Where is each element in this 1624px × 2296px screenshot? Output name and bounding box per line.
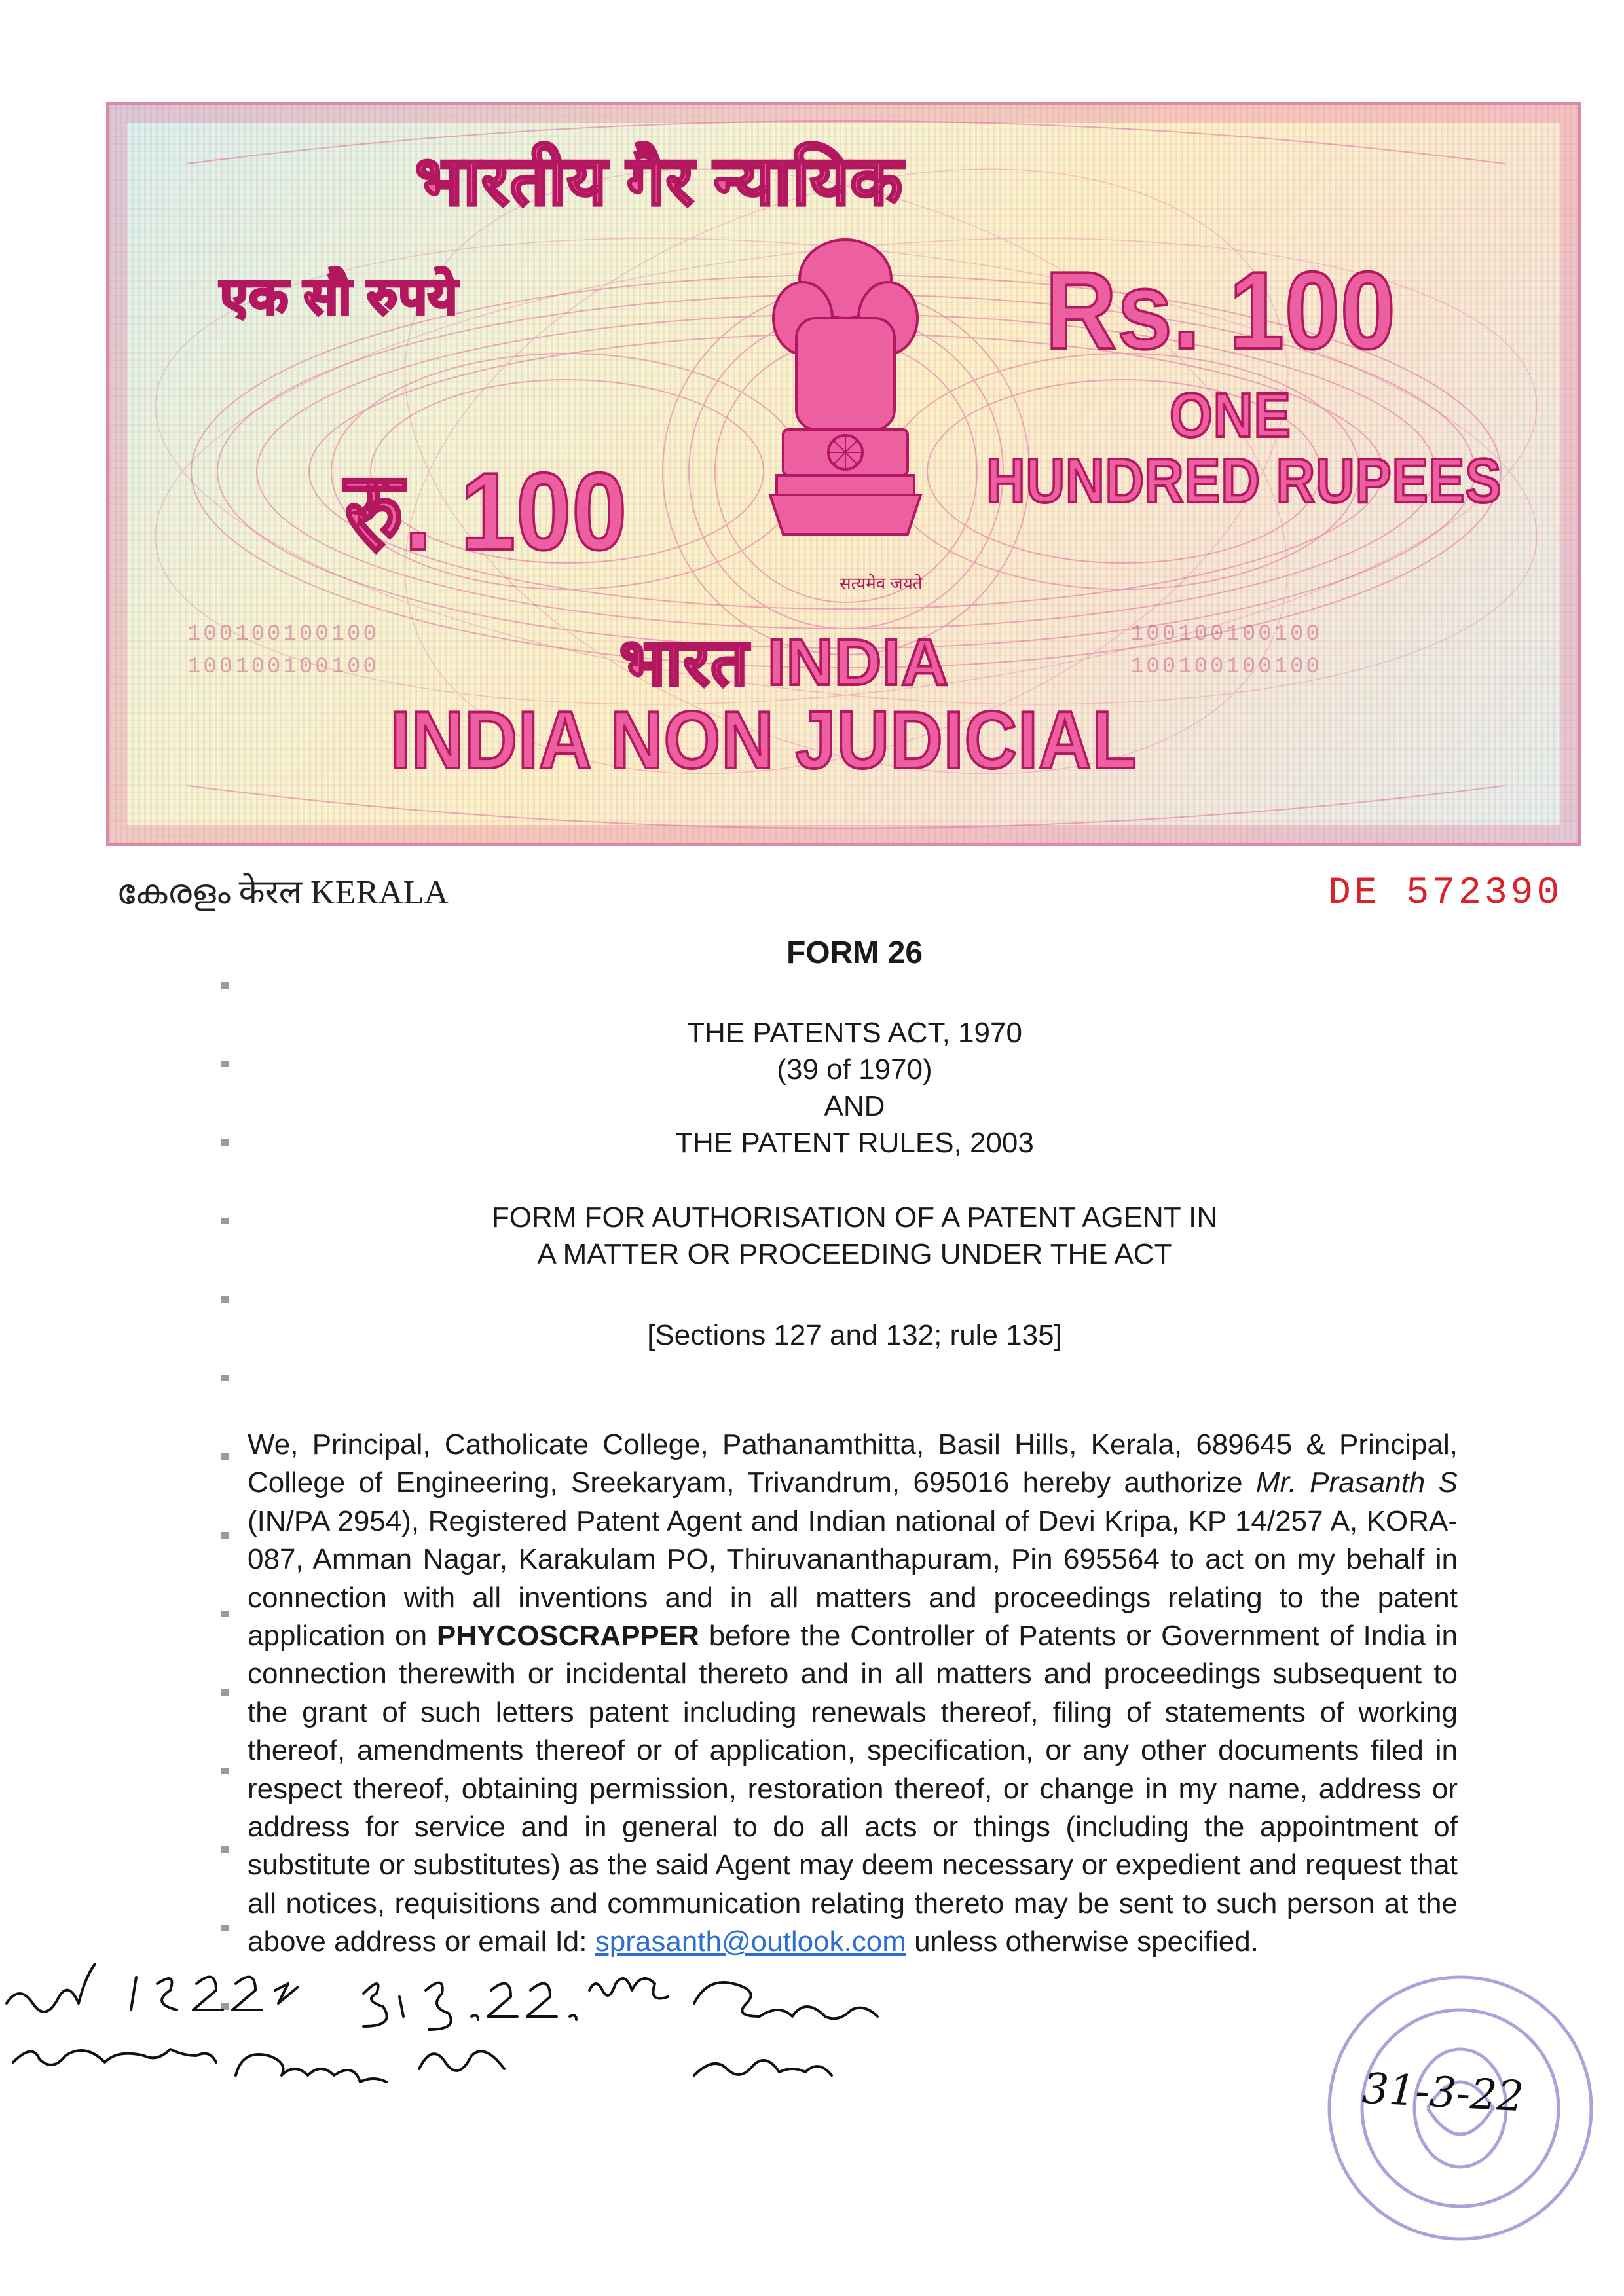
background-number-row: 100100100100 xyxy=(187,622,379,647)
stamp-amount-hindi: रु. 100 xyxy=(344,450,628,573)
margin-mark xyxy=(221,1689,229,1696)
purpose-line: FORM FOR AUTHORISATION OF A PATENT AGENT IN xyxy=(491,1201,1218,1233)
stamp-amount: Rs. 100 xyxy=(1045,249,1396,372)
margin-mark xyxy=(221,1375,229,1381)
purpose-line: A MATTER OR PROCEEDING UNDER THE ACT xyxy=(537,1238,1172,1270)
sections-reference: [Sections 127 and 132; rule 135] xyxy=(647,1319,1062,1351)
invention-title: PHYCOSCRAPPER xyxy=(436,1620,699,1652)
act-line: THE PATENT RULES, 2003 xyxy=(675,1127,1034,1159)
body-text-part: We, Principal, Catholicate College, Pathanamthitta, Basil Hills, Kerala, 689645 & Principal, College of Engineering, Sreekaryam, Trivandrum, 695016 hereby authorize xyxy=(248,1429,1458,1499)
form-title: FORM 26 xyxy=(786,936,923,970)
email-link[interactable]: sprasanth@outlook.com xyxy=(595,1925,906,1958)
stamp-serial-number: DE 572390 xyxy=(1328,872,1563,915)
margin-mark xyxy=(221,1611,229,1617)
handwritten-notes xyxy=(0,1925,1179,2226)
margin-mark xyxy=(221,1846,229,1853)
margin-mark xyxy=(221,1453,229,1460)
lion-capital-emblem xyxy=(757,227,934,567)
body-text-part: (IN/PA 2954), Registered Patent Agent and Indian national of Devi Kripa, KP 14/257 A, KORA-087, Amman Nagar, Karakulam PO, Thiruvananthapuram, Pin 695564 to act on my behalf in connection with all inventions and in all matters and proceedings relating to the patent application on xyxy=(248,1504,1458,1652)
background-number-row: 100100100100 xyxy=(1130,622,1322,647)
stamp-hindi-amount: एक सौ रुपये xyxy=(220,267,458,325)
stamp-hindi-title: भारतीय गैर न्यायिक xyxy=(415,143,904,219)
stamp-paper xyxy=(106,102,1581,846)
margin-mark xyxy=(221,1768,229,1774)
body-text-part: before the Controller of Patents or Government of India in connection therewith or incidental thereto and in all matters and proceedings subsequent to the grant of such letters patent including renewals thereof, filing of statements of working thereof, amendments thereof or of application, specification, or any other documents filed in respect thereof, obtaining permission, restoration thereof, or change in my name, address or address for service and in general to do all acts or things (including the appointment of substitute or substitutes) as the said Agent may deem necessary or expedient and request that all notices, requisitions and communication relating thereto may be sent to such person at the above address or email Id: xyxy=(248,1620,1458,1958)
body-text-part: unless otherwise specified. xyxy=(914,1925,1259,1958)
act-line: AND xyxy=(824,1090,885,1122)
act-line: (39 of 1970) xyxy=(777,1053,932,1085)
handwritten-date: 31-3-22 xyxy=(1361,2064,1525,2122)
act-heading xyxy=(0,1015,1624,1161)
stamp-motto: सत्यमेव जयते xyxy=(840,574,923,593)
margin-mark xyxy=(221,982,229,989)
act-line: THE PATENTS ACT, 1970 xyxy=(687,1017,1022,1049)
margin-mark xyxy=(221,1532,229,1539)
margin-mark xyxy=(221,1296,229,1303)
stamp-country: भारत INDIA xyxy=(619,626,950,699)
authorisation-paragraph xyxy=(248,1426,1458,1961)
state-label: കേരളം केरल KERALA xyxy=(117,874,449,911)
background-number-row: 100100100100 xyxy=(187,655,379,680)
agent-name: Mr. Prasanth S xyxy=(1255,1467,1458,1499)
stamp-amount-words-1: ONE xyxy=(1170,380,1291,450)
stamp-type: INDIA NON JUDICIAL xyxy=(390,695,1137,786)
stamp-amount-words-2: HUNDRED RUPEES xyxy=(986,446,1502,516)
background-number-row: 100100100100 xyxy=(1130,655,1322,680)
form-purpose-heading xyxy=(0,1199,1624,1273)
